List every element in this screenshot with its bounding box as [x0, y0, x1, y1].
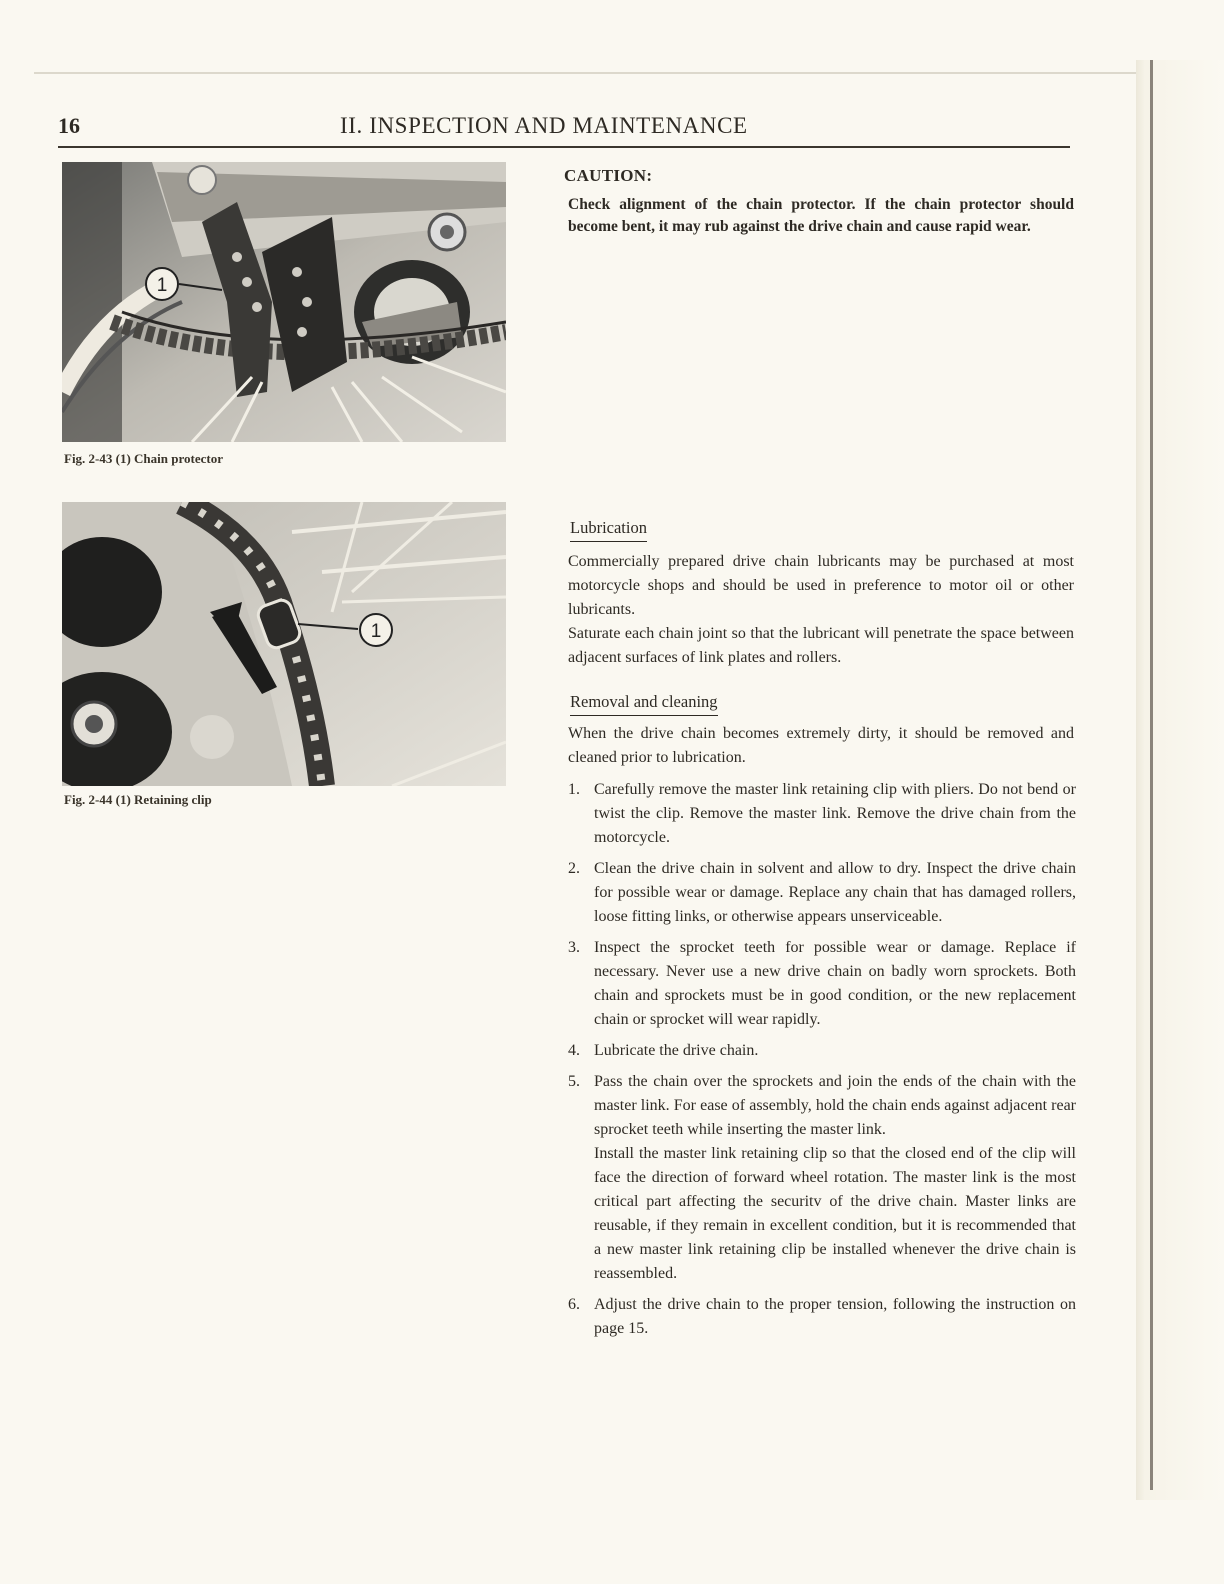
caution-text: Check alignment of the chain protector. If the chain protector should become bent, it may rub against the drive chain and cause rapid wear.: [568, 196, 1074, 235]
step-text: Clean the drive chain in solvent and allow to dry. Inspect the drive chain for possible wear or damage. Replace any chain that has damaged rollers, loose fitting links, or otherwise appears unserviceable.: [594, 860, 1076, 925]
list-item: [568, 936, 1076, 1032]
step-number: 3.: [568, 939, 580, 956]
section-heading-removal: Removal and cleaning: [570, 692, 718, 716]
removal-steps: [568, 778, 1076, 1348]
lubrication-paragraph: Saturate each chain joint so that the lubricant will penetrate the space between adjacent surfaces of link plates and rollers.: [568, 625, 1074, 666]
figure-chain-protector: [62, 162, 506, 442]
step-number: 4.: [568, 1042, 580, 1059]
header-rule: [58, 146, 1070, 148]
step-text-continued: Install the master link retaining clip so that the closed end of the clip will face the direction of forward wheel rotation. The master link is the most critical part affecting the securitv of the drive chain. Master links are reusable, if they remain in excellent condition, but it is recommended that a new master link retaining clip be installed whenever the drive chain is reassembled.: [594, 1145, 1076, 1282]
step-text: Carefully remove the master link retaining clip with pliers. Do not bend or twist the clip. Remove the master link. Remove the drive chain from the motorcycle.: [594, 781, 1076, 846]
step-number: 1.: [568, 781, 580, 798]
chain-protector-photo: [62, 162, 506, 442]
callout-number: 1: [156, 275, 168, 296]
binding-edge: [1150, 60, 1153, 1490]
list-item: [568, 857, 1076, 929]
caution-title: CAUTION:: [564, 166, 653, 185]
lubrication-paragraph: Commercially prepared drive chain lubricants may be purchased at most motorcycle shops and should be used in preference to motor oil or other lubricants.: [568, 553, 1074, 618]
retaining-clip-photo: [62, 502, 506, 786]
figure-caption: Fig. 2-43 (1) Chain protector: [64, 451, 223, 466]
figure-retaining-clip: [62, 502, 506, 786]
list-item: [568, 1070, 1076, 1286]
removal-intro: When the drive chain becomes extremely dirty, it should be removed and cleaned prior to lubrication.: [568, 725, 1074, 766]
page-number: 16: [58, 113, 80, 138]
section-heading-lubrication: Lubrication: [570, 518, 647, 542]
list-item: [568, 1039, 1076, 1063]
list-item: [568, 1293, 1076, 1341]
step-text: Lubricate the drive chain.: [594, 1042, 759, 1059]
step-number: 2.: [568, 860, 580, 877]
step-text: Pass the chain over the sprockets and join the ends of the chain with the master link. For ease of assembly, hold the chain ends against adjacent rear sprocket teeth while inserting the master link.: [594, 1073, 1076, 1138]
step-text: Adjust the drive chain to the proper tension, following the instruction on page 15.: [594, 1296, 1076, 1337]
callout-number: 1: [370, 621, 382, 642]
list-item: [568, 778, 1076, 850]
step-text: Inspect the sprocket teeth for possible wear or damage. Replace if necessary. Never use a new drive chain on badly worn sprockets. Both chain and sprockets must be in good condition, or the new replacement chain or sprocket will wear rapidly.: [594, 939, 1076, 1028]
step-number: 5.: [568, 1073, 580, 1090]
running-head: II. INSPECTION AND MAINTENANCE: [340, 113, 748, 138]
step-number: 6.: [568, 1296, 580, 1313]
scan-top-edge: [34, 72, 1150, 74]
figure-caption: Fig. 2-44 (1) Retaining clip: [64, 792, 212, 807]
